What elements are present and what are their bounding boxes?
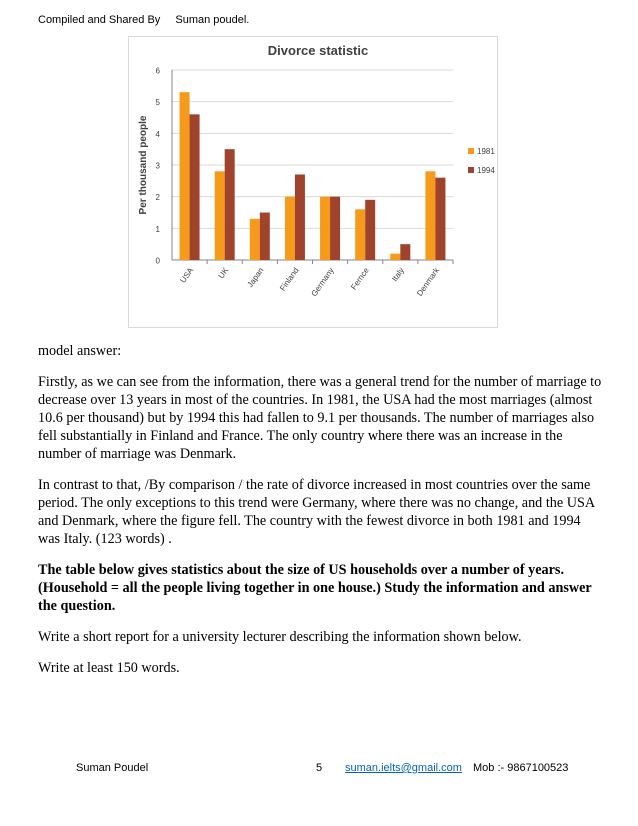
footer-name: Suman Poudel [76, 762, 149, 774]
bar-1981-japan [250, 219, 260, 260]
bar-1981-fernce [355, 209, 365, 260]
paragraph-marriage-trend: Firstly, as we can see from the information, there was a general trend for the number of marriage to decrease over 13 years in most of the countries. In 1981, the USA had the most marriages (almost 10.6 per thousand) but by 1994 this had fallen to 9.1 per thousands. The number of marriages also fell substantially in Finland and France. The only country where there was an increase in the number of marriage was Denmark. [38, 374, 602, 462]
bar-1981-finland [285, 197, 295, 260]
x-tick-label: USA [178, 265, 196, 285]
bar-1994-japan [260, 213, 270, 261]
divorce-chart [128, 36, 498, 328]
x-tick-label: Denmark [415, 265, 442, 298]
legend-label: 1994 [477, 166, 495, 175]
page-header [38, 14, 249, 26]
paragraph-divorce-trend: In contrast to that, /By comparison / the rate of divorce increased in most countries over the same period. The only exceptions to this trend were Germany, where there was no change, and the USA and Denmark, where the figure fell. The country with the fewest divorce in both 1981 and 1994 was Italy. (123 words) . [38, 477, 595, 547]
bar-1981-uk [215, 171, 225, 260]
bar-1981-usa [180, 92, 190, 260]
task-prompt: The table below gives statistics about the size of US households over a number of years. (Household = all the people living together in one house.) Study the information and answer the question. [38, 562, 592, 614]
x-tick-label: Italy [390, 265, 406, 284]
y-tick-label: 1 [155, 224, 160, 234]
legend-swatch-1981 [468, 148, 474, 154]
bar-1994-uk [225, 149, 235, 260]
bar-1994-finland [295, 175, 305, 261]
bar-1994-denmark [435, 178, 445, 260]
header-author: Suman poudel. [175, 14, 250, 26]
y-tick-label: 2 [155, 193, 160, 203]
footer-mobile: Mob :- 9867100523 [473, 762, 569, 774]
y-tick-label: 5 [155, 98, 160, 108]
y-tick-label: 3 [155, 161, 160, 171]
y-tick-label: 4 [155, 129, 160, 139]
bar-1994-usa [190, 114, 200, 260]
chart-svg [128, 36, 498, 328]
word-count-instruction: Write at least 150 words. [38, 660, 180, 676]
x-tick-label: Fernce [349, 265, 371, 292]
footer-email-link[interactable]: suman.ielts@gmail.com [345, 762, 462, 774]
x-tick-label: Japan [245, 265, 266, 290]
y-tick-label: 0 [155, 256, 160, 266]
y-axis-label: Per thousand people [138, 115, 149, 215]
bar-1981-italy [390, 254, 400, 260]
y-tick-label: 6 [155, 66, 160, 76]
x-tick-label: Germany [309, 265, 336, 299]
bar-1981-germany [320, 197, 330, 260]
bar-1994-germany [330, 197, 340, 260]
task-instruction: Write a short report for a university lecturer describing the information shown below. [38, 629, 522, 645]
legend-swatch-1994 [468, 167, 474, 173]
bar-1981-denmark [425, 171, 435, 260]
model-answer-label: model answer: [38, 343, 122, 359]
bar-1994-italy [400, 244, 410, 260]
chart-title: Divorce statistic [267, 43, 369, 58]
legend-label: 1981 [477, 147, 495, 156]
x-tick-label: UK [216, 265, 231, 281]
page-number: 5 [316, 762, 323, 774]
header-compiled-text: Compiled and Shared By [38, 14, 161, 26]
x-tick-label: Finland [278, 265, 301, 293]
document-body [38, 342, 603, 690]
bar-1994-fernce [365, 200, 375, 260]
